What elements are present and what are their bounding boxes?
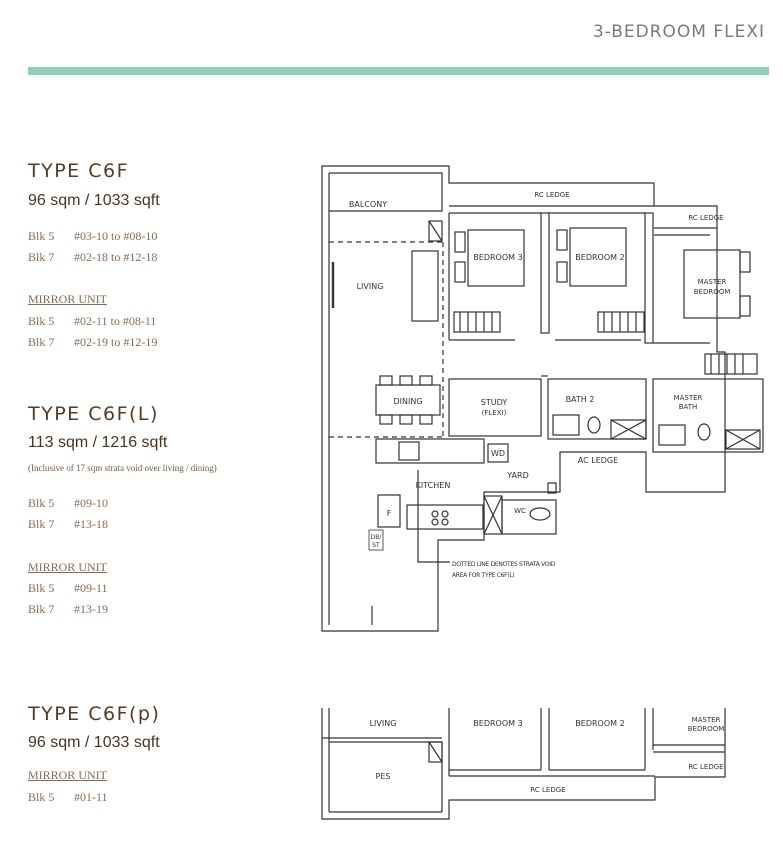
rc-ledge-label: RC LEDGE [688,214,724,222]
rc-ledge-label: RC LEDGE [530,786,566,794]
blk-label: Blk 5 [28,790,55,804]
mirror-unit-heading: MIRROR UNIT [28,768,108,782]
living-label: LIVING [369,719,397,728]
yard-label: YARD [507,471,529,480]
master-bath-label: MASTER [673,394,703,402]
balcony-label: BALCONY [348,200,388,209]
rc-ledge-label: RC LEDGE [534,191,570,199]
blk-label: Blk 5 [28,581,55,595]
bedroom3-label: BEDROOM 3 [473,719,523,728]
blk-label: Blk 7 [28,335,55,349]
master-bedroom-label: MASTER [697,278,727,286]
bedroom2-label: BEDROOM 2 [575,253,625,262]
unit-range: #13-18 [74,517,108,531]
unit-range: #03-10 to #08-10 [74,229,158,243]
wd-label: WD [490,449,506,458]
dining-label: DINING [393,397,423,406]
bedroom2-label: BEDROOM 2 [575,719,625,728]
unit-range: #13-19 [74,602,108,616]
blk-label: Blk 7 [28,602,55,616]
ac-ledge-label: AC LEDGE [577,456,619,465]
db-st-label: DB/ [370,534,382,541]
master-bedroom-label: BEDROOM [687,725,725,733]
ground-plan-labels [370,716,725,794]
type-c6fl-area: 113 sqm / 1216 sqft [28,434,168,451]
unit-range: #01-11 [74,790,108,804]
type-c6fp-area: 96 sqm / 1033 sqft [28,734,160,751]
type-c6f-area: 96 sqm / 1033 sqft [28,192,160,209]
blk-label: Blk 7 [28,517,55,531]
type-c6fp-title: TYPE C6F(p) [28,703,161,725]
blk-label: Blk 5 [28,314,55,328]
mirror-unit-heading: MIRROR UNIT [28,292,108,306]
rc-ledge-label: RC LEDGE [688,763,724,771]
unit-range: #02-11 to #08-11 [74,314,157,328]
flexi-label: (FLEXI) [481,409,507,417]
master-bedroom-label: MASTER [691,716,721,724]
study-label: STUDY [480,398,508,407]
void-note: AREA FOR TYPE C6F(L) [452,572,515,579]
kitchen-label: KITCHEN [415,481,451,490]
unit-range: #02-19 to #12-19 [74,335,158,349]
bath2-label: BATH 2 [565,395,595,404]
unit-range: #02-18 to #12-18 [74,250,158,264]
blk-label: Blk 5 [28,229,55,243]
db-st-label: ST [372,542,380,549]
void-note: DOTTED LINE DENOTES STRATA VOID [452,561,556,568]
unit-range: #09-11 [74,581,108,595]
wc-label: WC [514,507,526,515]
master-bedroom-label: BEDROOM [693,288,731,296]
unit-range: #09-10 [74,496,108,510]
pes-label: PES [375,772,391,781]
type-c6f-title: TYPE C6F [28,160,129,182]
blk-label: Blk 5 [28,496,55,510]
fridge-label: F [386,509,392,518]
page-heading: 3-BEDROOM FLEXI [592,22,765,42]
living-label: LIVING [356,282,384,291]
mirror-unit-heading: MIRROR UNIT [28,560,108,574]
master-bath-label: BATH [678,403,698,411]
blk-label: Blk 7 [28,250,55,264]
type-c6fl-title: TYPE C6F(L) [28,403,159,425]
strata-void-note: (Inclusive of 17 sqm strata void over living / dining) [28,463,217,473]
bedroom3-label: BEDROOM 3 [473,253,523,262]
